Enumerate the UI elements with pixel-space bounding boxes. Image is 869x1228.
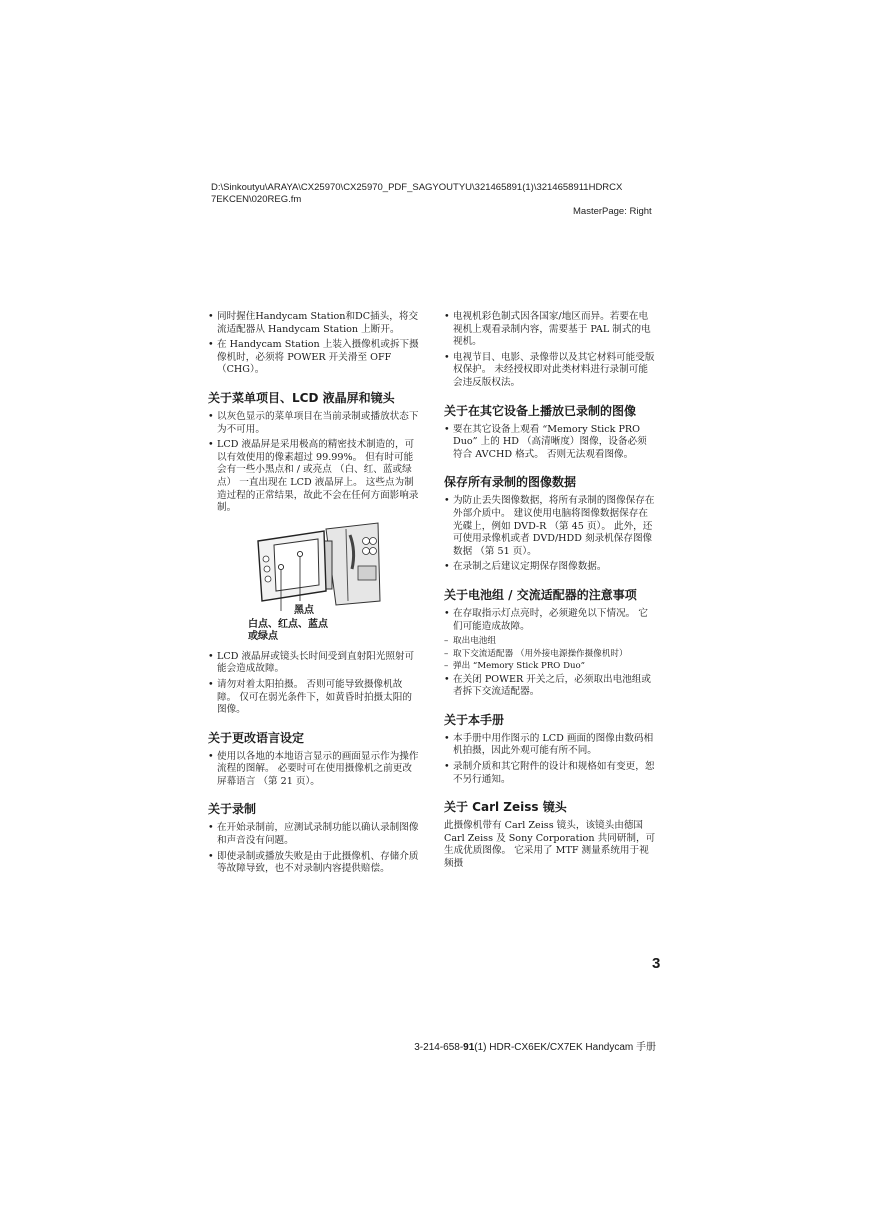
sub-list-item: – 取出电池组 (444, 636, 656, 648)
list-item: • 电视机彩色制式因各国家/地区而异。若要在电视机上观看录制内容，需要基于 PAL 制式的电视机。 (444, 311, 656, 349)
recording-section (208, 802, 420, 875)
battery-section (444, 588, 656, 699)
list-item: • 电视节目、电影、录像带以及其它材料可能受版权保护。 未经授权即对此类材料进行录制可能会违反版权法。 (444, 352, 656, 390)
right-column (444, 311, 656, 885)
section-heading: 关于更改语言设定 (208, 730, 305, 745)
colored-dots-caption-line2: 或绿点 (248, 630, 278, 642)
section-heading: 关于录制 (208, 802, 257, 817)
file-path-line1: D:\Sinkoutyu\ARAYA\CX25970\CX25970_PDF_SAGYOUTYU\321465891(1)\3214658911HDRCX (211, 182, 623, 193)
section-heading: 关于在其它设备上播放已录制的图像 (444, 403, 637, 418)
other-devices-section (444, 404, 656, 462)
list-item: • 请勿对着太阳拍摄。 否则可能导致摄像机故障。 仅可在弱光条件下，如黄昏时拍摄太阳的图像。 (208, 679, 420, 717)
lcd-section (208, 391, 420, 717)
list-item: • 录制介质和其它附件的设计和规格如有变更，恕不另行通知。 (444, 761, 656, 786)
list-item: • 以灰色显示的菜单项目在当前录制或播放状态下为不可用。 (208, 411, 420, 436)
sub-list-item: – 取下交流适配器 （用外接电源操作摄像机时） (444, 649, 656, 661)
file-path-line2: 7EKCEN\020REG.fm (211, 194, 302, 205)
list-item: • LCD 液晶屏或镜头长时间受到直射阳光照射可能会造成故障。 (208, 651, 420, 676)
intro-section-left (208, 311, 420, 377)
colored-dots-caption-line1: 白点、红点、蓝点 (248, 618, 328, 630)
manual-section (444, 713, 656, 786)
left-column (208, 311, 420, 890)
list-item: • 在开始录制前，应测试录制功能以确认录制图像和声音没有问题。 (208, 822, 420, 847)
section-heading: 关于菜单项目、LCD 液晶屏和镜头 (208, 390, 395, 405)
list-item: • LCD 液晶屏是采用极高的精密技术制造的，可以有效使用的像素超过 99.99%。 但有时可能会有一些小黑点和 / 或亮点 （白、红、蓝或绿点） 一直出现在 LCD 液晶屏上。 这些点为制造过程的正常结果，故此不会在任何方面影响录制。 (208, 439, 420, 515)
list-item: • 要在其它设备上观看 “Memory Stick PRO Duo” 上的 HD （高清晰度）图像，设备必须符合 AVCHD 格式。 否则无法观看图像。 (444, 424, 656, 462)
black-dot-caption: 黑点 (294, 604, 314, 616)
camcorder-lcd-illustration (208, 521, 420, 611)
intro-section-right (444, 311, 656, 390)
list-item: • 在存取指示灯点亮时，必须避免以下情况。 它们可能造成故障。 (444, 608, 656, 633)
footer-doc-id (414, 1038, 656, 1053)
language-section (208, 731, 420, 789)
list-item: • 同时握住Handycam Station和DC插头，将交流适配器从 Handycam Station 上断开。 (208, 311, 420, 336)
list-item: • 为防止丢失图像数据，将所有录制的图像保存在外部介质中。 建议使用电脑将图像数据保存在光碟上，例如 DVD-R （第 45 页）。 此外，还可使用录像机或者 DVD/HDD 刻录机保存图像数据 （第 51 页）。 (444, 495, 656, 558)
page-number: 3 (652, 955, 661, 972)
section-heading: 关于 Carl Zeiss 镜头 (444, 800, 567, 815)
footer-part-number-bold: 91 (463, 1042, 475, 1053)
lcd-dots-figure (208, 521, 420, 643)
colored-dots-caption (248, 619, 328, 643)
section-heading: 关于电池组 / 交流适配器的注意事项 (444, 587, 637, 602)
sub-list-item: – 弹出 “Memory Stick PRO Duo” (444, 661, 656, 673)
footer-part-number-prefix: 3-214-658- (414, 1042, 464, 1053)
list-item: • 本手册中用作图示的 LCD 画面的图像由数码相机拍摄，因此外观可能有所不同。 (444, 733, 656, 758)
master-page-label: MasterPage: Right (573, 206, 652, 217)
lens-section (444, 800, 656, 870)
footer-model-title: (1) HDR-CX6EK/CX7EK Handycam 手册 (474, 1042, 656, 1053)
list-item: • 在录制之后建议定期保存图像数据。 (444, 561, 656, 574)
section-heading: 保存所有录制的图像数据 (444, 475, 577, 490)
list-item: • 即使录制或播放失败是由于此摄像机、存储介质等故障导致，也不对录制内容提供赔偿。 (208, 851, 420, 876)
section-heading: 关于本手册 (444, 712, 505, 727)
lens-paragraph: 此摄像机带有 Carl Zeiss 镜头，该镜头由德国 Carl Zeiss 及 Sony Corporation 共同研制，可生成优质图像。 它采用了 MTF 测量系统用于视频摄 (444, 820, 656, 869)
list-item: • 在关闭 POWER 开关之后，必须取出电池组或者拆下交流适配器。 (444, 674, 656, 699)
list-item: • 在 Handycam Station 上装入摄像机或拆下摄像机时，必须将 POWER 开关滑至 OFF（CHG）。 (208, 339, 420, 377)
save-data-section (444, 475, 656, 574)
file-path-header (211, 182, 622, 206)
list-item: • 使用以各地的本地语言显示的画面显示作为操作流程的图解。 必要时可在使用摄像机之前更改屏幕语言 （第 21 页）。 (208, 751, 420, 789)
